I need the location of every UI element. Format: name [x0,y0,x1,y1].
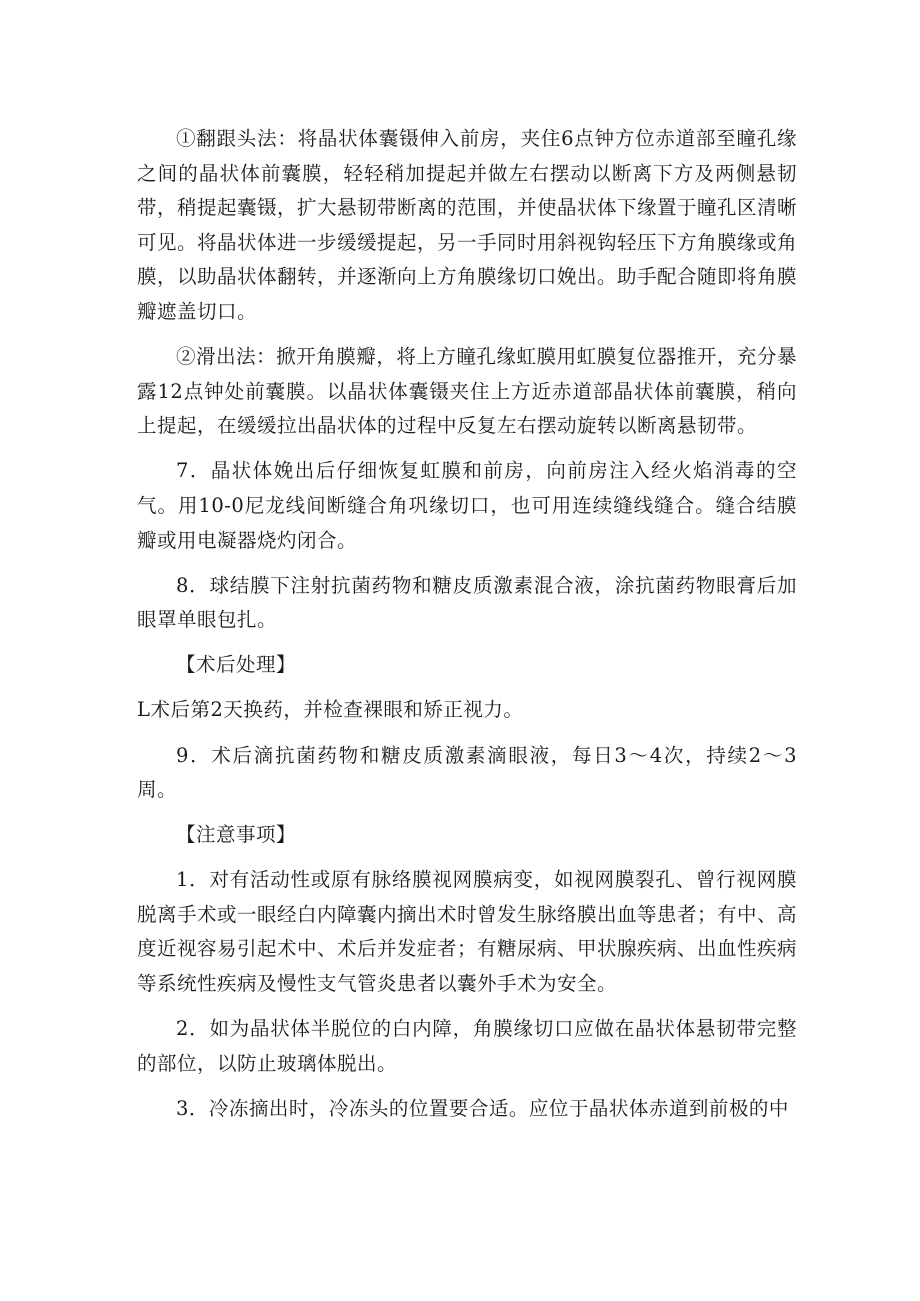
document-body [137,122,797,1137]
section-heading-postoperative: 【术后处理】 [176,653,297,677]
paragraph-step-8: 8．球结膜下注射抗菌药物和糖皮质激素混合液，涂抗菌药物眼膏后加眼罩单眼包扎。 [137,573,797,632]
paragraph-step-7: 7．晶状体娩出后仔细恢复虹膜和前房，向前房注入经火焰消毒的空气。用10-0尼龙线间断缝合角巩缘切口，也可用连续缝线缝合。缝合结膜瓣或用电凝器烧灼闭合。 [137,459,797,552]
paragraph-postop-1: L术后第2天换药，并检查裸眼和矫正视力。 [137,698,524,722]
paragraph-precaution-1: 1．对有活动性或原有脉络膜视网膜病变，如视网膜裂孔、曾行视网膜脱离手术或一眼经白内障囊内摘出术时曾发生脉络膜出血等患者；有中、高度近视容易引起术中、术后并发症者；有糖尿病、甲状腺疾病、出血性疾病等系统性疾病及慢性支气管炎患者以囊外手术为安全。 [137,868,798,996]
paragraph-postop-9: 9．术后滴抗菌药物和糖皮质激素滴眼液，每日3～4次，持续2～3周。 [137,743,797,802]
paragraph-flip-method: ①翻跟头法：将晶状体囊镊伸入前房，夹住6点钟方位赤道部至瞳孔缘之间的晶状体前囊膜，轻轻稍加提起并做左右摆动以断离下方及两侧悬韧带，稍提起囊镊，扩大悬韧带断离的范围，并使晶状体下缘置于瞳孔区清晰可见。将晶状体进一步缓缓提起，另一手同时用斜视钩轻压下方角膜缘或角膜，以助晶状体翻转，并逐渐向上方角膜缘切口娩出。助手配合随即将角膜瓣遮盖切口。 [137,127,798,323]
paragraph-slide-method: ②滑出法：掀开角膜瓣，将上方瞳孔缘虹膜用虹膜复位器推开，充分暴露12点钟处前囊膜。以晶状体囊镊夹住上方近赤道部晶状体前囊膜，稍向上提起，在缓缓拉出晶状体的过程中反复左右摆动旋转以断离悬韧带。 [137,345,797,438]
paragraph-precaution-3: 3．冷冻摘出时，冷冻头的位置要合适。应位于晶状体赤道到前极的中 [176,1096,789,1120]
section-heading-precautions: 【注意事项】 [176,823,297,847]
paragraph-precaution-2: 2．如为晶状体半脱位的白内障，角膜缘切口应做在晶状体悬韧带完整的部位，以防止玻璃体脱出。 [137,1017,797,1075]
